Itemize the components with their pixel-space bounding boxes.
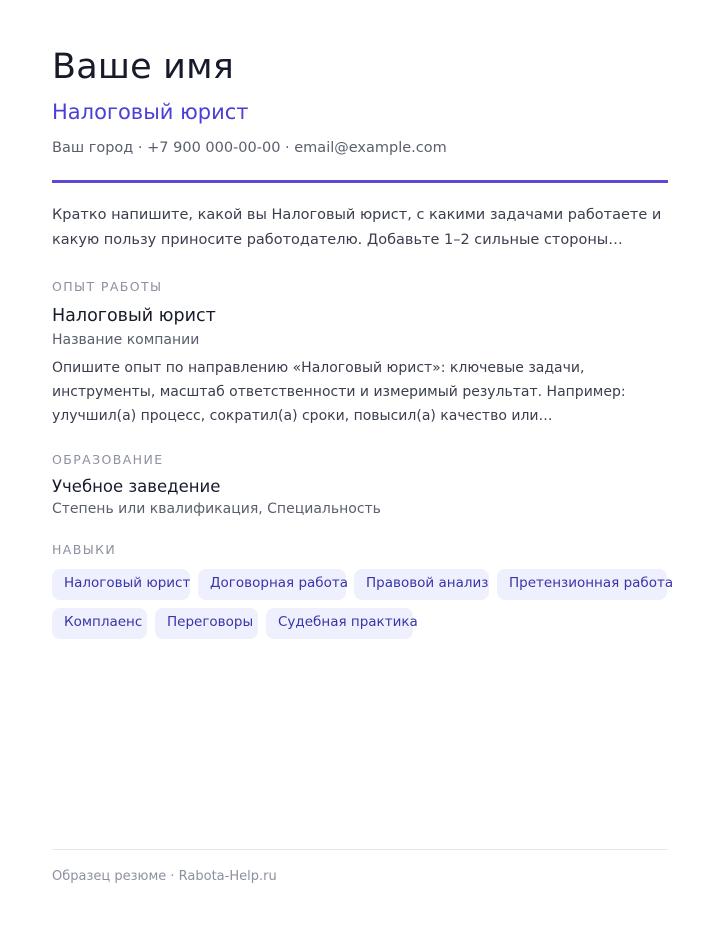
job-company: Название компании bbox=[52, 332, 200, 348]
skill-chip: Комплаенс bbox=[52, 608, 147, 639]
header-divider bbox=[52, 180, 668, 183]
education-section-title: ОБРАЗОВАНИЕ bbox=[52, 452, 164, 467]
skill-chip: Претензионная работа bbox=[497, 569, 667, 600]
education-school: Учебное заведение bbox=[52, 477, 221, 496]
candidate-role: Налоговый юрист bbox=[52, 100, 249, 124]
resume-page bbox=[52, 0, 674, 936]
skill-chip: Судебная практика bbox=[266, 608, 413, 639]
skills-section-title: НАВЫКИ bbox=[52, 542, 117, 557]
education-degree: Степень или квалификация, Специальность bbox=[52, 501, 381, 517]
skill-chip: Правовой анализ bbox=[354, 569, 489, 600]
experience-section-title: ОПЫТ РАБОТЫ bbox=[52, 279, 163, 294]
job-description: Опишите опыт по направлению «Налоговый юрист»: ключевые задачи, инструменты, масштаб ответственности и измеримый результат. Например: улучшил(а) процесс, сократил(а) сроки, повысил(а) качество или… bbox=[52, 360, 626, 424]
skill-chip: Переговоры bbox=[155, 608, 258, 639]
footer-divider bbox=[52, 849, 668, 850]
footer-text: Образец резюме · Rabota-Help.ru bbox=[52, 869, 277, 884]
summary-text: Кратко напишите, какой вы Налоговый юрист, с какими задачами работаете и какую пользу приносите работодателю. Добавьте 1–2 сильные стороны… bbox=[52, 207, 662, 248]
job-position: Налоговый юрист bbox=[52, 306, 216, 326]
skill-chip: Налоговый юрист bbox=[52, 569, 190, 600]
contact-line: Ваш город · +7 900 000-00-00 · email@example.com bbox=[52, 140, 447, 156]
skill-chip: Договорная работа bbox=[198, 569, 346, 600]
candidate-name: Ваше имя bbox=[52, 47, 234, 87]
